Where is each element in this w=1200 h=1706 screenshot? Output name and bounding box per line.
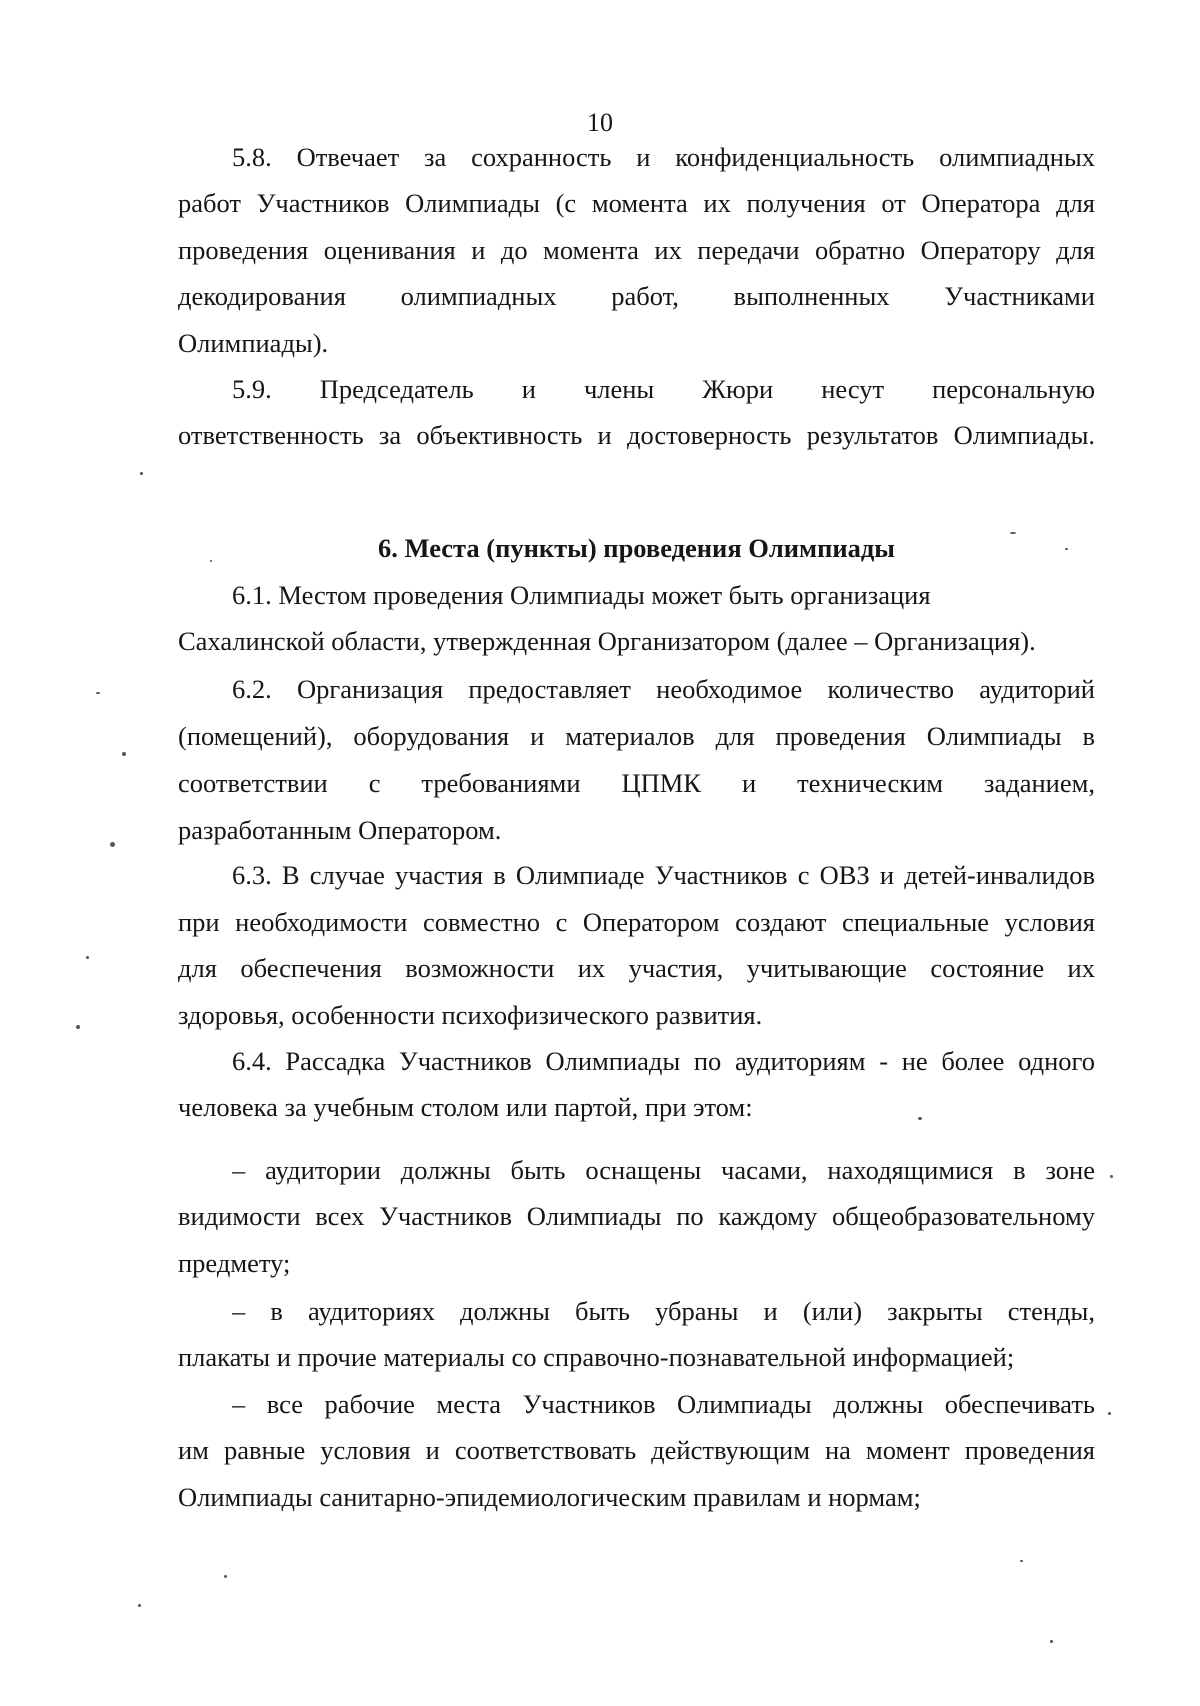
scan-speck bbox=[1065, 548, 1068, 550]
scan-speck bbox=[86, 956, 89, 959]
list-item-1-line-3: предмету; bbox=[178, 1248, 291, 1278]
scan-speck bbox=[210, 560, 212, 562]
paragraph-6-3-line-4: здоровья, особенности психофизического развития. bbox=[178, 1000, 763, 1030]
scan-speck bbox=[918, 1117, 922, 1120]
paragraph-6-2-line-1: 6.2. Организация предоставляет необходимое количество аудиторий bbox=[232, 674, 1095, 704]
paragraph-6-4-line-1: 6.4. Рассадка Участников Олимпиады по аудиториям - не более одного bbox=[232, 1046, 1095, 1076]
scan-speck bbox=[1050, 1640, 1053, 1643]
paragraph-6-2-line-2: (помещений), оборудования и материалов для проведения Олимпиады в bbox=[178, 721, 1095, 751]
scan-speck bbox=[1010, 532, 1016, 534]
scan-speck bbox=[110, 842, 115, 847]
scan-speck bbox=[1020, 1560, 1023, 1562]
paragraph-6-3-line-2: при необходимости совместно с Оператором создают специальные условия bbox=[178, 907, 1095, 937]
list-item-3-line-2: им равные условия и соответствовать действующим на момент проведения bbox=[178, 1435, 1095, 1465]
paragraph-6-2-line-3: соответствии с требованиями ЦПМК и техническим заданием, bbox=[178, 768, 1095, 798]
scan-speck bbox=[76, 1025, 80, 1029]
scan-speck bbox=[140, 472, 143, 475]
paragraph-5-9-line-2: ответственность за объективность и достоверность результатов Олимпиады. bbox=[178, 420, 1095, 450]
list-item-1-line-2: видимости всех Участников Олимпиады по каждому общеобразовательному bbox=[178, 1201, 1095, 1231]
paragraph-5-8-line-1: 5.8. Отвечает за сохранность и конфиденциальность олимпиадных bbox=[232, 142, 1095, 172]
list-item-1-line-1: – аудитории должны быть оснащены часами, находящимися в зоне bbox=[232, 1155, 1095, 1185]
scan-speck bbox=[122, 752, 126, 756]
paragraph-6-1-line-2: Сахалинской области, утвержденная Организатором (далее – Организация). bbox=[178, 626, 1036, 656]
scan-speck bbox=[96, 692, 100, 694]
list-item-2-line-1: – в аудиториях должны быть убраны и (или) закрыты стенды, bbox=[232, 1296, 1095, 1326]
paragraph-6-3-line-1: 6.3. В случае участия в Олимпиаде Участников с ОВЗ и детей-инвалидов bbox=[232, 860, 1095, 890]
paragraph-6-1-line-1: 6.1. Местом проведения Олимпиады может быть организация bbox=[232, 580, 931, 610]
section-6-heading: 6. Места (пункты) проведения Олимпиады bbox=[378, 533, 895, 563]
paragraph-6-3-line-3: для обеспечения возможности их участия, учитывающие состояние их bbox=[178, 953, 1095, 983]
page-number: 10 bbox=[587, 108, 613, 137]
list-item-2-line-2: плакаты и прочие материалы со справочно-познавательной информацией; bbox=[178, 1342, 1015, 1372]
paragraph-6-2-line-4: разработанным Оператором. bbox=[178, 815, 502, 845]
paragraph-5-8-line-2: работ Участников Олимпиады (с момента их получения от Оператора для bbox=[178, 188, 1095, 218]
scan-speck bbox=[1108, 1412, 1111, 1415]
paragraph-5-8-line-4: декодирования олимпиадных работ, выполненных Участниками bbox=[178, 281, 1095, 311]
scan-speck bbox=[138, 1604, 141, 1607]
paragraph-5-8-line-3: проведения оценивания и до момента их передачи обратно Оператору для bbox=[178, 235, 1095, 265]
scan-speck bbox=[1110, 1175, 1113, 1178]
paragraph-6-4-line-2: человека за учебным столом или партой, при этом: bbox=[178, 1092, 753, 1122]
paragraph-5-9-line-1: 5.9. Председатель и члены Жюри несут персональную bbox=[232, 374, 1095, 404]
list-item-3-line-3: Олимпиады санитарно-эпидемиологическим правилам и нормам; bbox=[178, 1482, 921, 1512]
paragraph-5-8-line-5: Олимпиады). bbox=[178, 328, 329, 358]
list-item-3-line-1: – все рабочие места Участников Олимпиады должны обеспечивать bbox=[232, 1389, 1095, 1419]
scan-speck bbox=[224, 1575, 227, 1578]
